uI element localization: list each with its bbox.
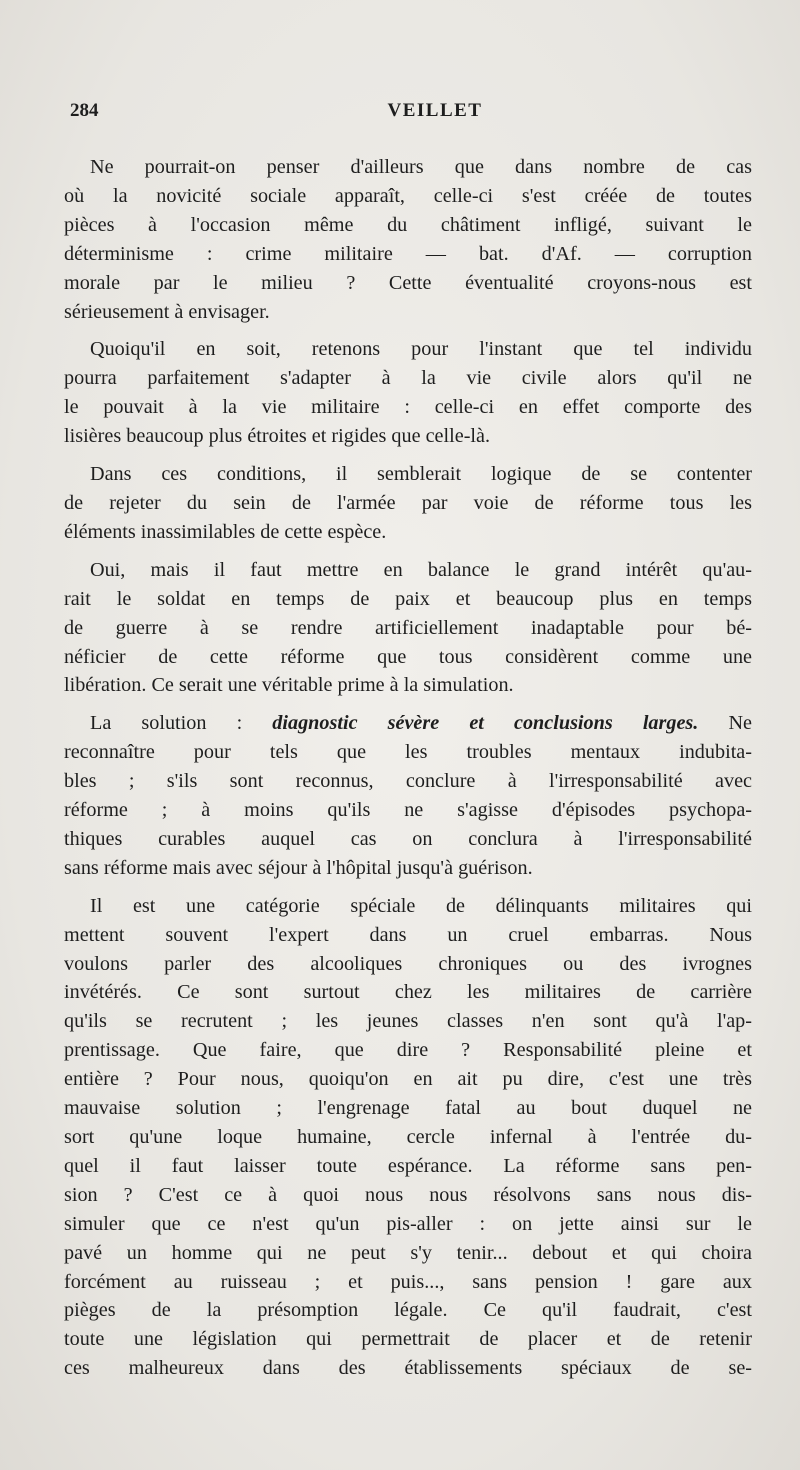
text-line: sion ? C'est ce à quoi nous nous résolvons sans nous dis- — [64, 1183, 752, 1206]
text-line: forcément au ruisseau ; et puis..., sans pension ! gare aux — [64, 1270, 752, 1293]
text-line: bles ; s'ils sont reconnus, conclure à l'irresponsabilité avec — [64, 770, 752, 793]
text-line: où la novicité sociale apparaît, celle-ci s'est créée de toutes — [64, 184, 752, 207]
text-line: simuler que ce n'est qu'un pis-aller : on jette ainsi sur le — [64, 1212, 752, 1235]
text-line: quel il faut laisser toute espérance. La réforme sans pen- — [64, 1154, 752, 1177]
paragraph-2 — [64, 335, 752, 451]
text-line: pourra parfaitement s'adapter à la vie civile alors qu'il ne — [64, 367, 752, 390]
text-line: déterminisme : crime militaire — bat. d'Af. — corruption — [64, 242, 752, 265]
text-line: toute une législation qui permettrait de placer et de retenir — [64, 1328, 752, 1351]
text-line: entière ? Pour nous, quoiqu'on en ait pu dire, c'est une très — [64, 1068, 752, 1091]
paragraph-5 — [64, 709, 752, 882]
text-line: Il est une catégorie spéciale de délinquants militaires qui — [90, 894, 752, 917]
text-line: invétérés. Ce sont surtout chez les militaires de carrière — [64, 981, 752, 1004]
text-line: éléments inassimilables de cette espèce. — [64, 520, 387, 543]
text-line: de rejeter du sein de l'armée par voie de réforme tous les — [64, 491, 752, 514]
text-line: néficier de cette réforme que tous considèrent comme une — [64, 645, 752, 668]
text-line: pièges de la présomption légale. Ce qu'il faudrait, c'est — [64, 1299, 752, 1322]
text-line: sort qu'une loque humaine, cercle infernal à l'entrée du- — [64, 1126, 752, 1148]
paragraph-6 — [64, 892, 752, 1383]
text-line: Dans ces conditions, il semblerait logique de se contenter — [90, 463, 752, 486]
text-line: de guerre à se rendre artificiellement inadaptable pour bé- — [64, 616, 752, 639]
text-line: mettent souvent l'expert dans un cruel embarras. Nous — [64, 923, 752, 946]
text-line: réforme ; à moins qu'ils ne s'agisse d'épisodes psychopa- — [64, 799, 752, 822]
text-line: pavé un homme qui ne peut s'y tenir... debout et qui choira — [64, 1241, 752, 1264]
paragraph-3 — [64, 460, 752, 547]
text-line: prentissage. Que faire, que dire ? Responsabilité pleine et — [64, 1039, 752, 1062]
running-head: VEILLET — [387, 100, 483, 121]
page-header — [70, 100, 760, 130]
text-line: mauvaise solution ; l'engrenage fatal au bout duquel ne — [64, 1097, 752, 1120]
body-text — [64, 153, 752, 1383]
text-line-mixed — [64, 709, 752, 738]
text-run: Ne — [698, 712, 752, 735]
text-line: sérieusement à envisager. — [64, 300, 270, 323]
text-line: Ne pourrait-on penser d'ailleurs que dans nombre de cas — [90, 156, 752, 178]
text-line: Oui, mais il faut mettre en balance le grand intérêt qu'au- — [90, 558, 752, 581]
emphasis-text: diagnostic sévère et conclusions larges. — [272, 712, 699, 735]
text-line: morale par le milieu ? Cette éventualité croyons-nous est — [64, 271, 752, 294]
text-line: Quoiqu'il en soit, retenons pour l'instant que tel individu — [90, 338, 752, 361]
paragraph-4 — [64, 556, 752, 701]
text-line: thiques curables auquel cas on conclura à l'irresponsabilité — [64, 827, 752, 850]
text-line: le pouvait à la vie militaire : celle-ci en effet comporte des — [64, 396, 752, 419]
text-line: ces malheureux dans des établissements spéciaux de se- — [64, 1357, 752, 1380]
text-line: pièces à l'occasion même du châtiment infligé, suivant le — [64, 213, 752, 236]
text-line: libération. Ce serait une véritable prime à la simulation. — [64, 674, 514, 697]
text-line: sans réforme mais avec séjour à l'hôpital jusqu'à guérison. — [64, 856, 533, 879]
text-line: rait le soldat en temps de paix et beaucoup plus en temps — [64, 587, 752, 610]
text-run: La solution : — [90, 712, 273, 735]
text-line: reconnaître pour tels que les troubles mentaux indubita- — [64, 741, 752, 764]
page-number: 284 — [70, 100, 99, 121]
paragraph-1 — [64, 153, 752, 326]
text-line: lisières beaucoup plus étroites et rigides que celle-là. — [64, 425, 491, 448]
text-line: qu'ils se recrutent ; les jeunes classes n'en sont qu'à l'ap- — [64, 1010, 752, 1033]
text-line: voulons parler des alcooliques chroniques ou des ivrognes — [64, 952, 752, 975]
